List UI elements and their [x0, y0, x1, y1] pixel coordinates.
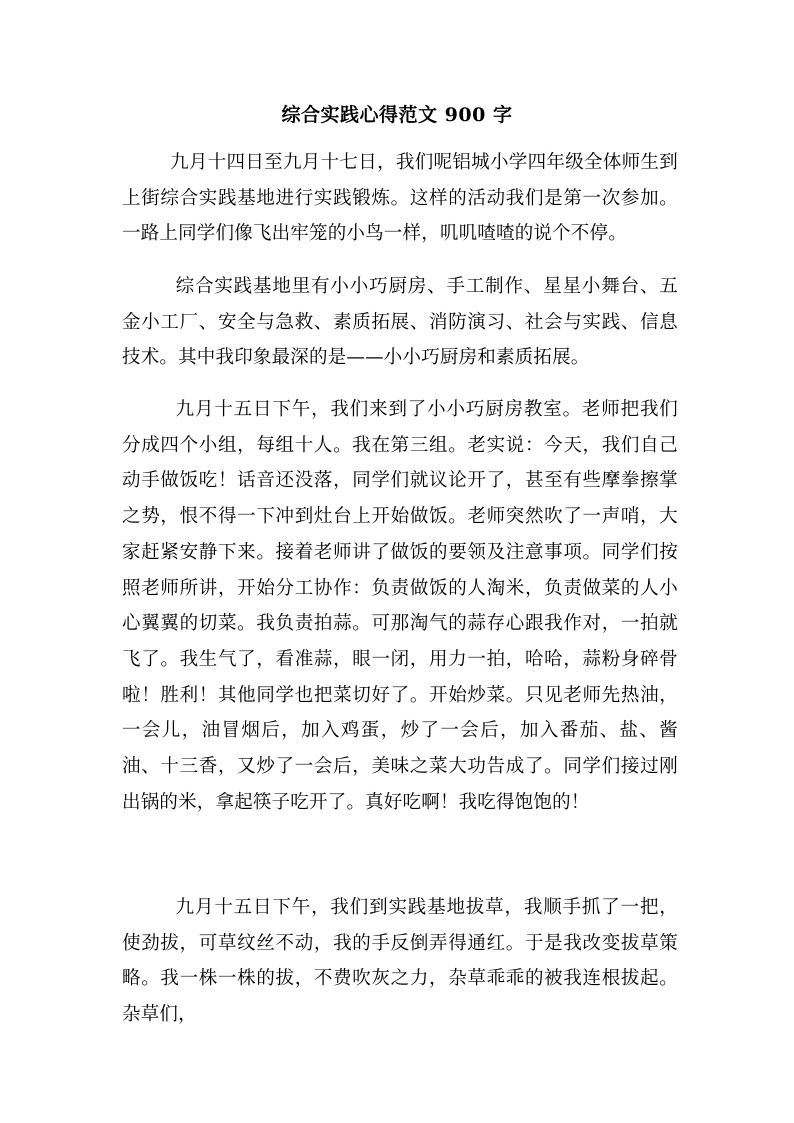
- document-title: 综合实践心得范文 900 字: [281, 104, 513, 126]
- paragraph-1: 九月十四日至九月十七日，我们呢铝城小学四年级全体师生到上街综合实践基地进行实践锻炼。这样的活动我们是第一次参加。一路上同学们像飞出牢笼的小鸟一样，叽叽喳喳的说个不停。: [122, 152, 678, 245]
- paragraph-4: 九月十五日下午，我们到实践基地拔草，我顺手抓了一把，使劲拔，可草纹丝不动，我的手反倒弄得通红。于是我改变拔草策略。我一株一株的拔，不费吹灰之力，杂草乖乖的被我连根拔起。杂草们，: [122, 897, 678, 1026]
- paragraph-2: 综合实践基地里有小小巧厨房、手工制作、星星小舞台、五金小工厂、安全与急救、素质拓展、消防演习、社会与实践、信息技术。其中我印象最深的是——小小巧厨房和素质拓展。: [122, 276, 678, 369]
- paragraph-3: 九月十五日下午，我们来到了小小巧厨房教室。老师把我们分成四个小组，每组十人。我在第三组。老实说：今天，我们自己动手做饭吃！话音还没落，同学们就议论开了，甚至有些摩拳擦掌之势，恨不得一下冲到灶台上开始做饭。老师突然吹了一声哨，大家赶紧安静下来。接着老师讲了做饭的要领及注意事项。同学们按照老师所讲，开始分工协作：负责做饭的人淘米，负责做菜的人小心翼翼的切菜。我负责拍蒜。可那淘气的蒜存心跟我作对，一拍就飞了。我生气了，看准蒜，眼一闭，用力一拍，哈哈，蒜粉身碎骨啦！胜利！其他同学也把菜切好了。开始炒菜。只见老师先热油，一会儿，油冒烟后，加入鸡蛋，炒了一会后，加入番茄、盐、酱油、十三香，又炒了一会后，美味之菜大功告成了。同学们接过刚出锅的米，拿起筷子吃开了。真好吃啊！我吃得饱饱的！: [122, 399, 678, 813]
